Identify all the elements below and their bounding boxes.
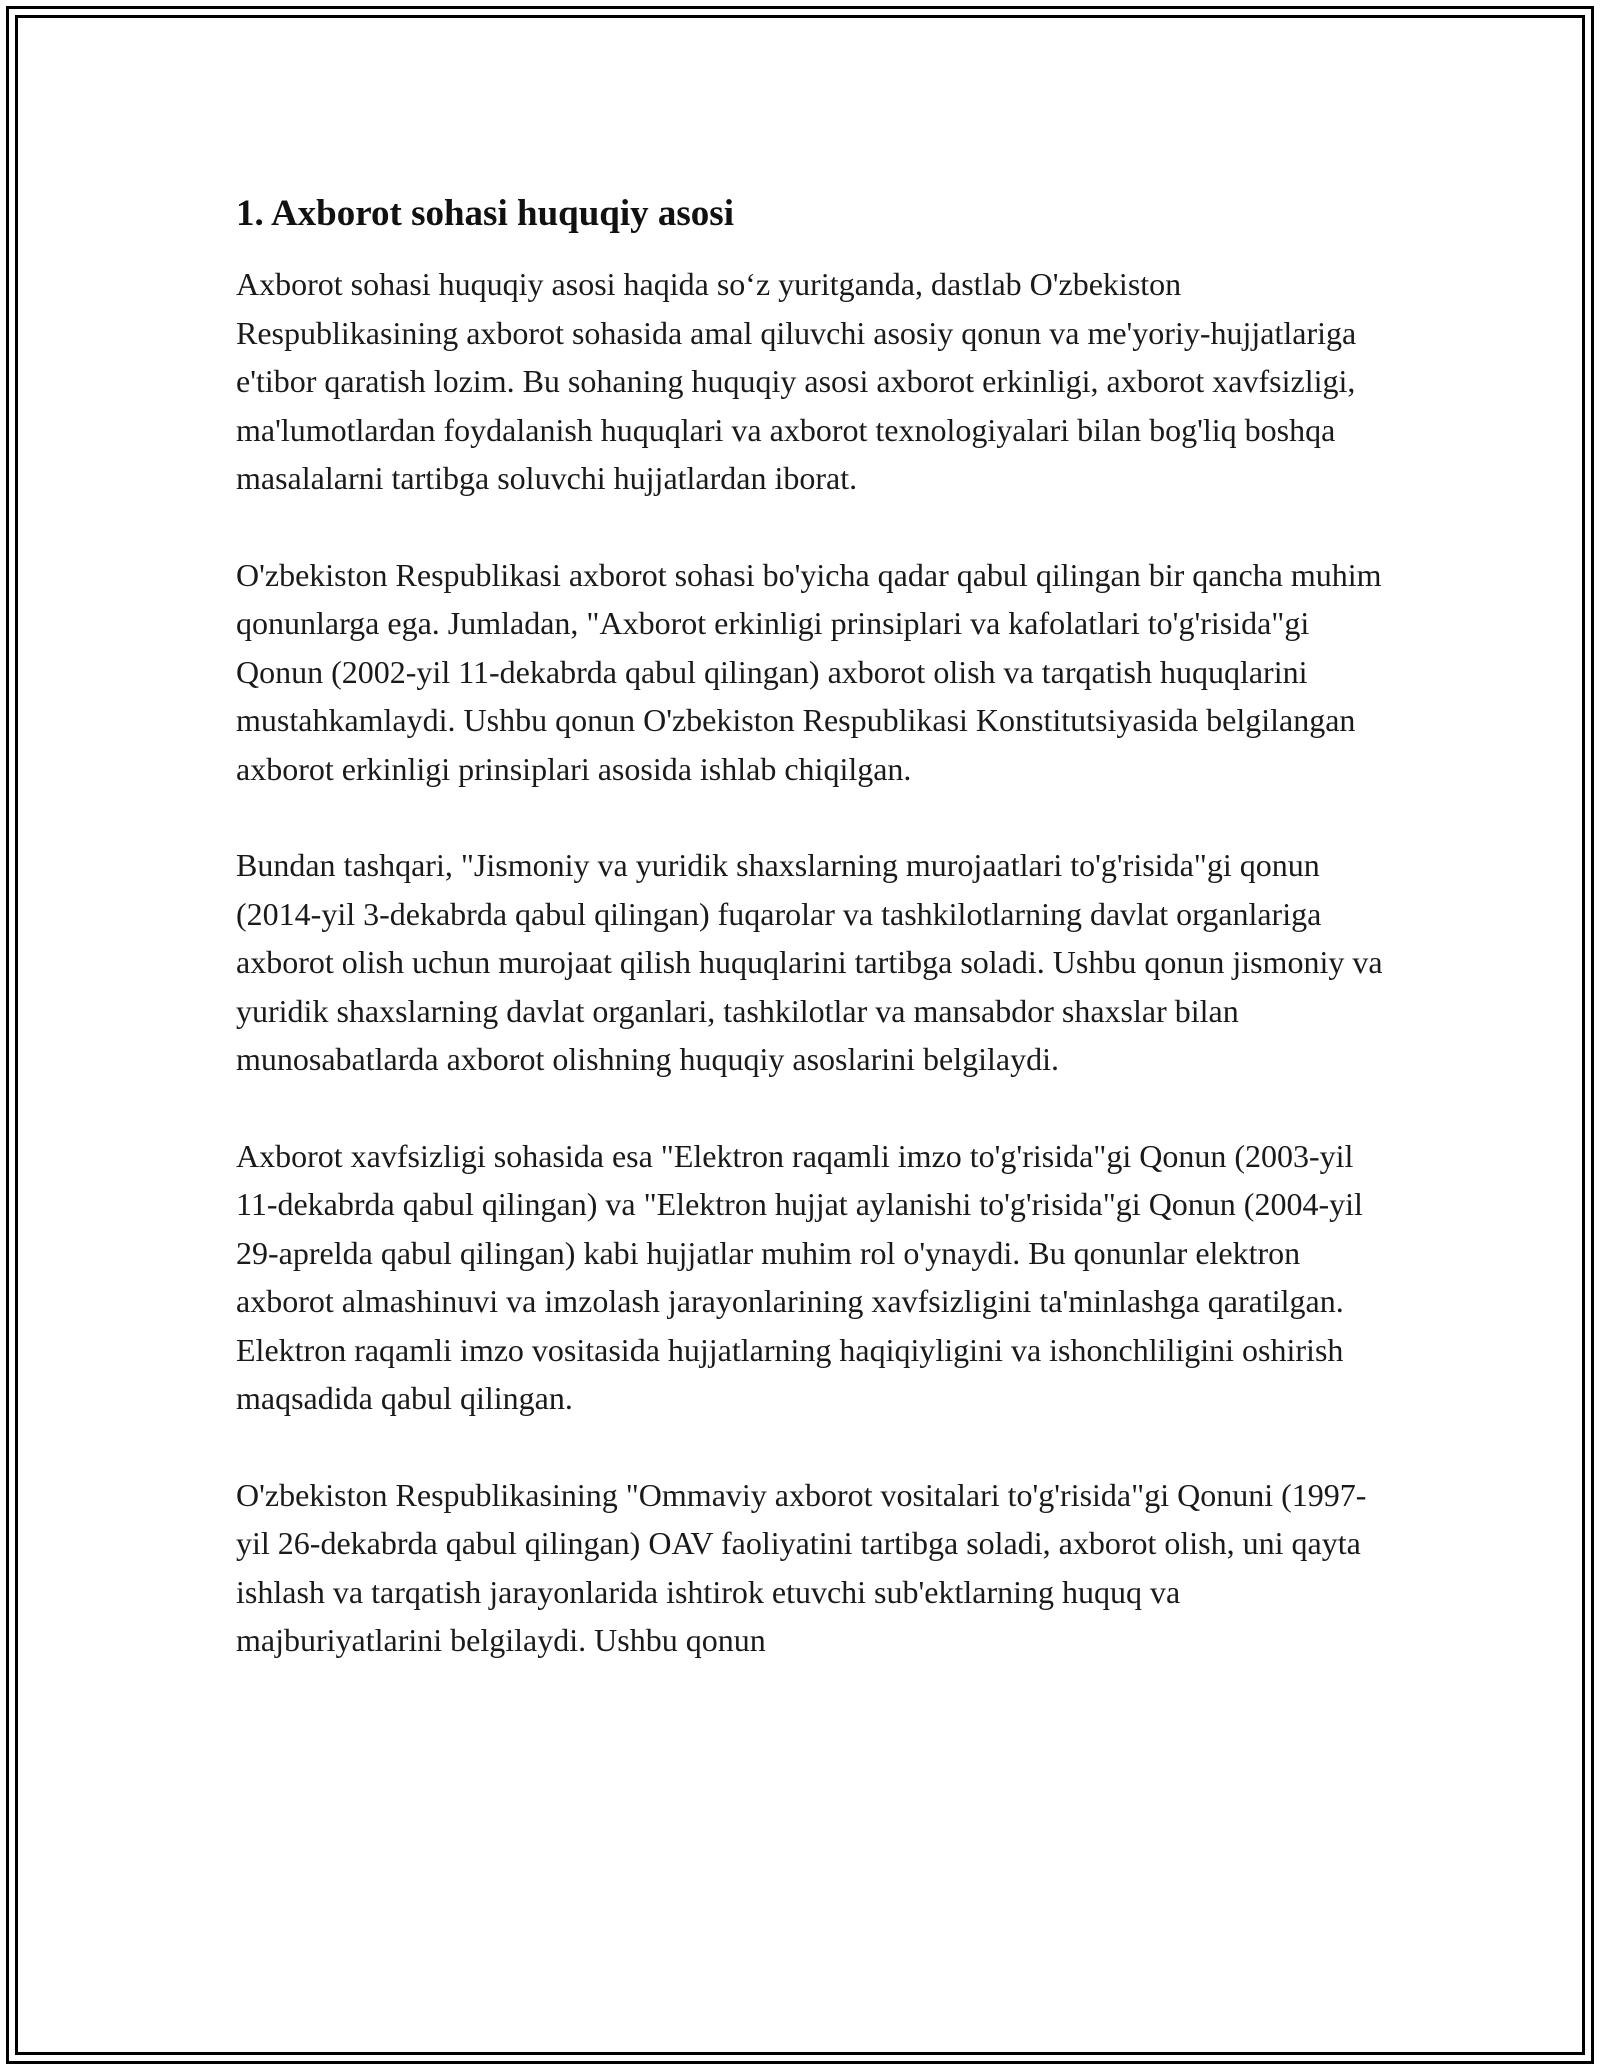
paragraph-4: Axborot xavfsizligi sohasida esa "Elektron raqamli imzo to'g'risida"gi Qonun (2003-yil 11-dekabrda qabul qilingan) va "Elektron hujjat aylanishi to'g'risida"gi Qonun (2004-yil 29-aprelda qabul qilingan) kabi hujjatlar muhim rol o'ynaydi. Bu qonunlar elektron axborot almashinuvi va imzolash jarayonlarining xavfsizligini ta'minlashga qaratilgan. Elektron raqamli imzo vositasida hujjatlarning haqiqiyligini va ishonchliligini oshirish maqsadida qabul qilingan. <box>236 1137 1363 1416</box>
paragraph-5: O'zbekiston Respublikasining "Ommaviy axborot vositalari to'g'risida"gi Qonuni (1997-yil 26-dekabrda qabul qilingan) OAV faoliyatini tartibga soladi, axborot olish, uni qayta ishlash va tarqatish jarayonlarida ishtirok etuvchi sub'ektlarning huquq va majburiyatlarini belgilaydi. Ushbu qonun <box>236 1476 1367 1658</box>
paragraph-2: O'zbekiston Respublikasi axborot sohasi bo'yicha qadar qabul qilingan bir qancha muhim qonunlarga ega. Jumladan, "Axborot erkinligi prinsiplari va kafolatlari to'g'risida"gi Qonun (2002-yil 11-dekabrda qabul qilingan) axborot olish va tarqatish huquqlarini mustahkamlaydi. Ushbu qonun O'zbekiston Respublikasi Konstitutsiyasida belgilangan axborot erkinligi prinsiplari asosida ishlab chiqilgan. <box>236 556 1382 787</box>
document-body <box>236 190 1386 1665</box>
paragraph-1: Axborot sohasi huquqiy asosi haqida so‘z yuritganda, dastlab O'zbekiston Respublikasining axborot sohasida amal qiluvchi asosiy qonun va me'yoriy-hujjatlariga e'tibor qaratish lozim. Bu sohaning huquqiy asosi axborot erkinligi, axborot xavfsizligi, ma'lumotlardan foydalanish huquqlari va axborot texnologiyalari bilan bog'liq boshqa masalalarni tartibga soluvchi hujjatlardan iborat. <box>236 266 1357 496</box>
section-heading: 1. Axborot sohasi huquqiy asosi <box>236 193 734 234</box>
paragraph-3: Bundan tashqari, "Jismoniy va yuridik shaxslarning murojaatlari to'g'risida"gi qonun (2014-yil 3-dekabrda qabul qilingan) fuqarolar va tashkilotlarning davlat organlariga axborot olish uchun murojaat qilish huquqlarini tartibga soladi. Ushbu qonun jismoniy va yuridik shaxslarning davlat organlari, tashkilotlar va mansabdor shaxslar bilan munosabatlarda axborot olishning huquqiy asoslarini belgilaydi. <box>236 847 1383 1077</box>
